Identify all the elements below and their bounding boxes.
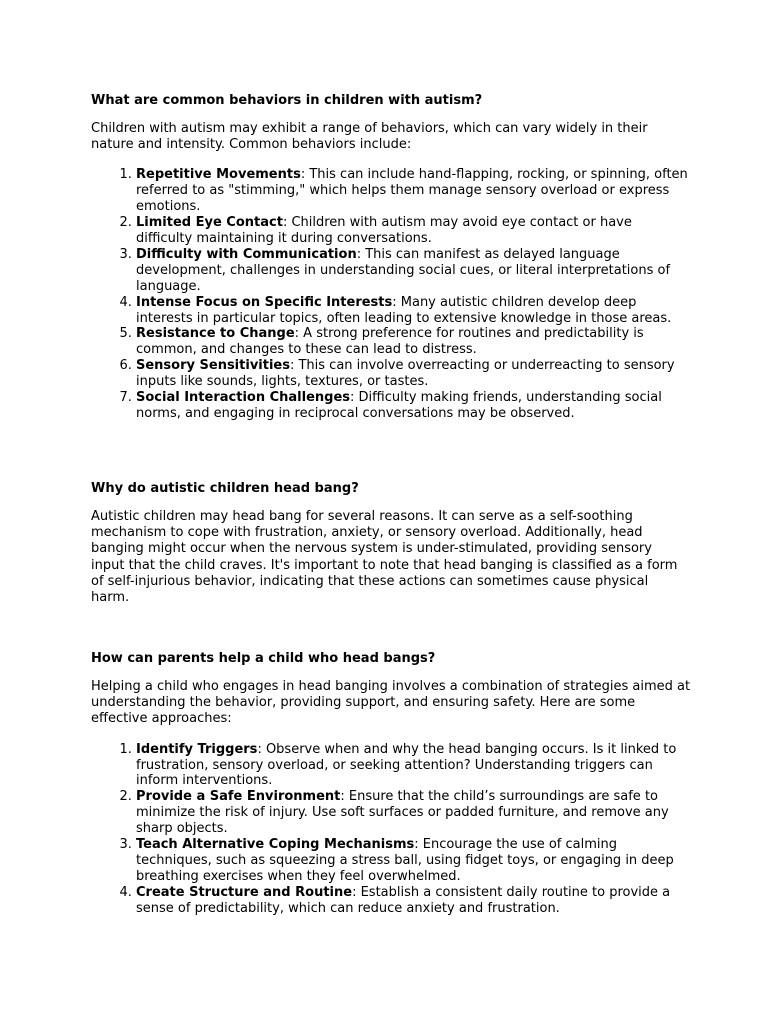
- list-item-text: : Many autistic children develop deep interests in particular topics, often leading to extensive knowledge in those areas.: [136, 294, 672, 326]
- list-item-text: : Encourage the use of calming techniques, such as squeezing a stress ball, using fidget toys, or engaging in deep breathing exercises when they feel overwhelmed.: [136, 837, 674, 884]
- list-item-text: : This can manifest as delayed language development, challenges in understanding social cues, or literal interpretations of language.: [136, 246, 671, 294]
- section-common-behaviors: [91, 93, 691, 422]
- list-item-term: Provide a Safe Environment: [136, 789, 341, 805]
- list-item-term: Identify Triggers: [136, 741, 258, 757]
- list-item: [136, 789, 691, 837]
- behaviors-list: [91, 167, 691, 422]
- list-item-term: Difficulty with Communication: [136, 246, 357, 262]
- list-item-term: Teach Alternative Coping Mechanisms: [136, 837, 415, 853]
- list-item-term: Resistance to Change: [136, 326, 295, 342]
- list-item: [136, 885, 691, 917]
- section-body: Autistic children may head bang for several reasons. It can serve as a self-soothing mechanism to cope with frustration, anxiety, or sensory overload. Additionally, head banging might occur when the nervous system is under-stimulated, providing sensory input that the child craves. It's important to note that head banging is classified as a form of self-injurious behavior, indicating that these actions can sometimes cause physical harm.: [91, 509, 678, 606]
- list-item: [136, 247, 691, 295]
- list-item-term: Limited Eye Contact: [136, 215, 283, 231]
- list-item: [136, 167, 691, 215]
- list-item-term: Repetitive Movements: [136, 167, 301, 183]
- list-item-text: : Establish a consistent daily routine to provide a sense of predictability, which can reduce anxiety and frustration.: [136, 884, 671, 916]
- list-item-term: Create Structure and Routine: [136, 884, 353, 900]
- list-item-text: : A strong preference for routines and predictability is common, and changes to these can lead to distress.: [136, 326, 644, 358]
- list-item-text: : This can include hand-flapping, rocking, or spinning, often referred to as "stimming," which helps them manage sensory overload or express emotions.: [136, 167, 688, 215]
- list-item: [136, 837, 691, 885]
- list-item-term: Sensory Sensitivities: [136, 358, 290, 374]
- list-item-text: : Children with autism may avoid eye contact or have difficulty maintaining it during conversations.: [136, 215, 632, 247]
- list-item-text: : This can involve overreacting or underreacting to sensory inputs like sounds, lights, textures, or tastes.: [136, 358, 675, 390]
- section-intro: Helping a child who engages in head banging involves a combination of strategies aimed at understanding the behavior, providing support, and ensuring safety. Here are some effective approaches:: [91, 679, 691, 727]
- list-item-term: Social Interaction Challenges: [136, 390, 351, 406]
- list-item: [136, 215, 691, 247]
- list-item: [136, 326, 691, 358]
- section-heading: What are common behaviors in children with autism?: [91, 93, 483, 108]
- list-item: [136, 358, 691, 390]
- list-item-text: : Difficulty making friends, understanding social norms, and engaging in reciprocal conversations may be observed.: [136, 390, 662, 421]
- list-item: [136, 742, 691, 790]
- section-intro: Children with autism may exhibit a range of behaviors, which can vary widely in their nature and intensity. Common behaviors include:: [91, 121, 648, 153]
- section-heading: Why do autistic children head bang?: [91, 481, 359, 496]
- section-heading: How can parents help a child who head bangs?: [91, 651, 436, 666]
- list-item: [136, 295, 691, 327]
- section-parent-help: [91, 651, 691, 917]
- strategies-list: [91, 742, 691, 917]
- list-item-text: : Ensure that the child’s surroundings are safe to minimize the risk of injury. Use soft surfaces or padded furniture, and remove any sharp objects.: [136, 789, 669, 837]
- list-item-text: : Observe when and why the head banging occurs. Is it linked to frustration, sensory overload, or seeking attention? Understanding triggers can inform interventions.: [136, 741, 677, 789]
- section-head-banging-reasons: [91, 481, 681, 620]
- list-item: [136, 390, 691, 422]
- list-item-term: Intense Focus on Specific Interests: [136, 294, 393, 310]
